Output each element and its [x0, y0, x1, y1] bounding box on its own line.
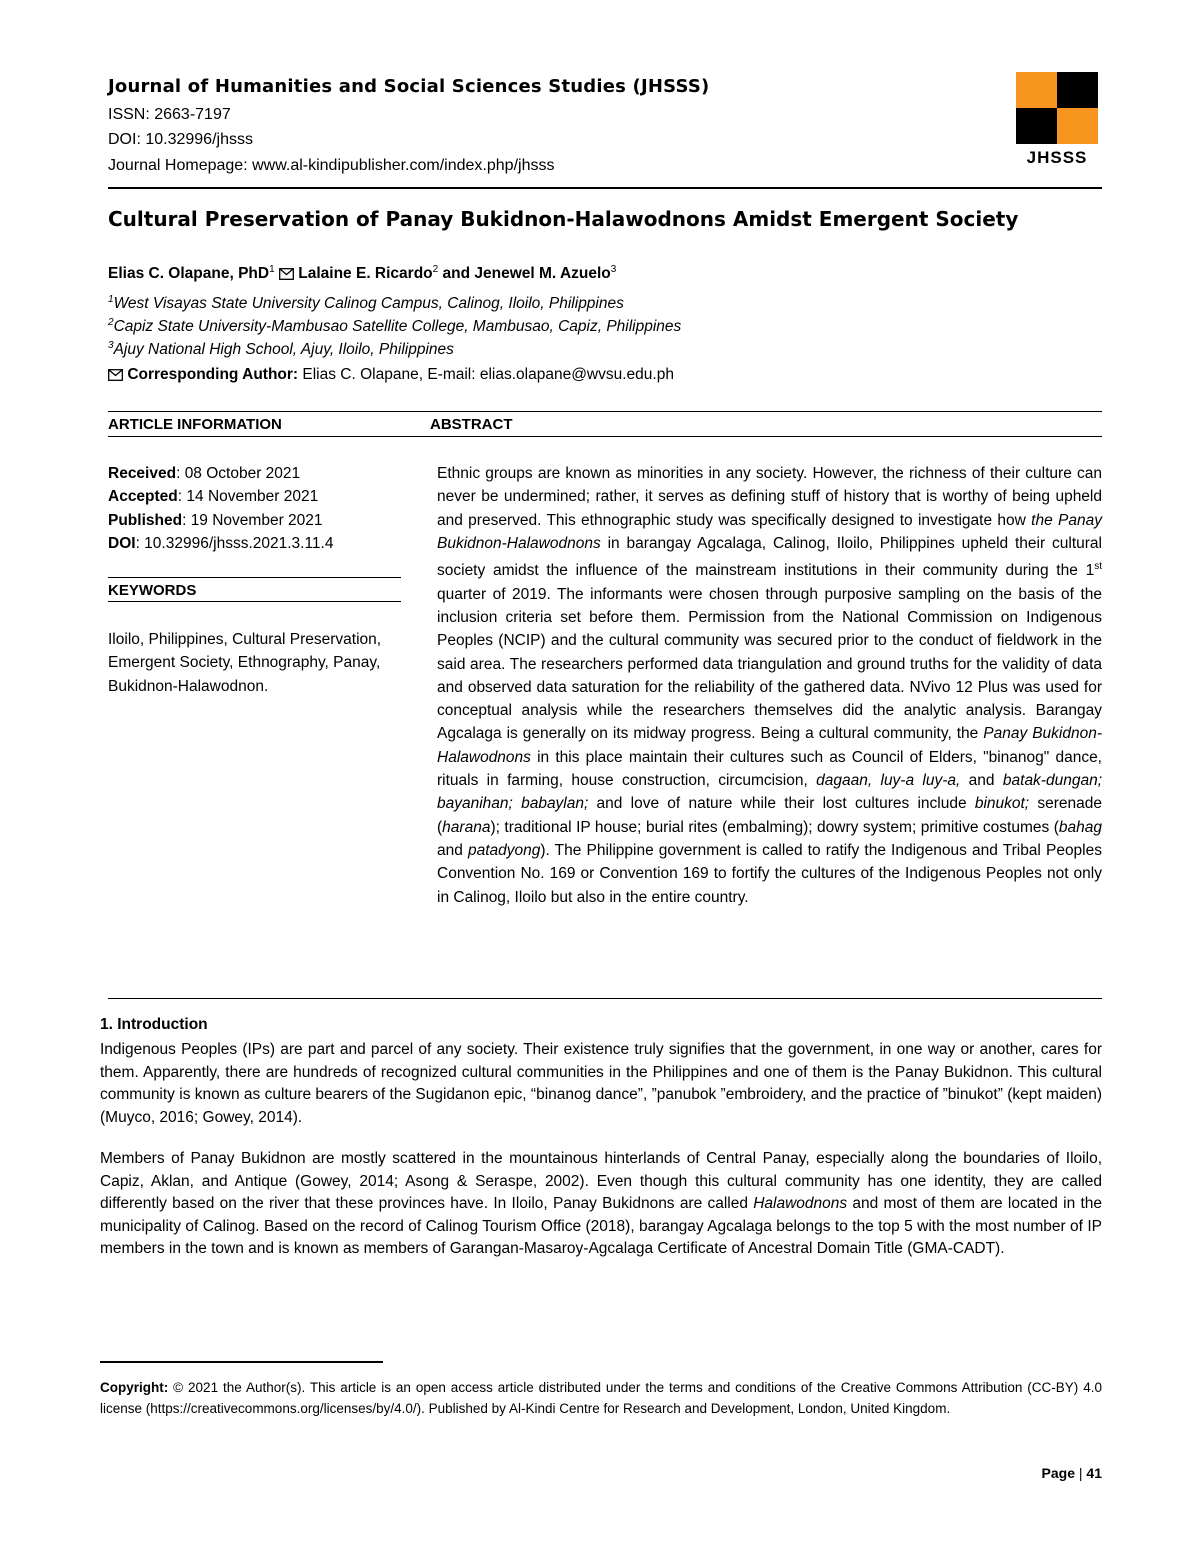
info-bottom-rule [108, 436, 1102, 437]
abstract-text: Ethnic groups are known as minorities in any society. However, the richness of their culture can never be undermined; rather, it serves as defining stuff of history that is worthy of being upheld and preserved. This ethnographic study was specifically designed to investigate how the Panay Bukidnon-Halawodnons in barangay Agcalaga, Calinog, Iloilo, Philippines upheld their cultural society amidst the influence of the mainstream institutions in their community during the 1st quarter of 2019. The informants were chosen through purposive sampling on the basis of the inclusion criteria set before them. Permission from the National Commission on Indigenous Peoples (NCIP) and the cultural community was secured prior to the conduct of fieldwork in the said area. The researchers performed data triangulation and ground truths for the validity of data and observed data saturation for the reliability of the gathered data. NVivo 12 Plus was used for conceptual analysis while the researchers themselves did the analytic analysis. Barangay Agcalaga is generally on its midway progress. Being a cultural community, the Panay Bukidnon-Halawodnons in this place maintain their cultures such as Council of Elders, "binanog" dance, rituals in farming, house construction, circumcision, dagaan, luy-a luy-a, and batak-dungan; bayanihan; babaylan; and love of nature while their lost cultures include binukot; serenade (harana); traditional IP house; burial rites (embalming); dowry system; primitive costumes (bahag and patadyong). The Philippine government is called to ratify the Indigenous and Tribal Peoples Convention No. 169 or Convention 169 to fortify the cultures of the Indigenous Peoples not only in Calinog, Iloilo but also in the entire country. [437, 465, 1102, 906]
footnote-rule [100, 1361, 383, 1363]
affiliation-3-text: Ajuy National High School, Ajuy, Iloilo, Philippines [113, 341, 454, 359]
received-label: Received [108, 465, 177, 482]
author-list [108, 264, 616, 283]
received-value: : 08 October 2021 [176, 465, 301, 482]
page-number: Page | 41 [1041, 1465, 1102, 1481]
author-2-sup: 2 [432, 264, 439, 275]
affiliation-1-sup: 1 [108, 294, 114, 305]
keywords-top-rule [108, 577, 401, 578]
affiliation-2-sup: 2 [108, 317, 114, 328]
introduction-heading: 1. Introduction [100, 1016, 208, 1033]
article-dates [108, 462, 400, 555]
copyright-notice [100, 1378, 1102, 1419]
journal-title: Journal of Humanities and Social Sciences Studies (JHSSS) [108, 76, 710, 97]
homepage-link[interactable]: www.al-kindipublisher.com/index.php/jhsss [252, 157, 555, 174]
affiliation-3 [108, 340, 454, 359]
author-3: and Jenewel M. Azuelo [442, 265, 611, 283]
mail-icon [108, 369, 123, 381]
intro-paragraph-1: Indigenous Peoples (IPs) are part and parcel of any society. Their existence truly signifies that the government, in one way or another, cares for them. Apparently, there are hundreds of recognized cultural communities in the Philippines and one of them is the Panay Bukidnon. This cultural community is known as culture bearers of the Sugidanon epic, “binanog dance”, ”panubok ”embroidery, and the practice of ”binukot” (kept maiden) (Muyco, 2016; Gowey, 2014). [100, 1041, 1102, 1126]
homepage-label: Journal Homepage: [108, 157, 248, 174]
journal-homepage [108, 154, 554, 177]
abstract-heading: ABSTRACT [430, 416, 513, 433]
corresponding-text: Elias C. Olapane, E-mail: elias.olapane@wvsu.edu.ph [302, 366, 674, 383]
affiliation-1 [108, 294, 624, 313]
info-top-rule [108, 411, 1102, 412]
keywords-list: Iloilo, Philippines, Cultural Preservation, Emergent Society, Ethnography, Panay, Bukidnon-Halawodnon. [108, 631, 382, 695]
mail-icon [279, 268, 294, 280]
author-2: Lalaine E. Ricardo [298, 265, 433, 283]
received-line [108, 462, 400, 485]
published-value: : 19 November 2021 [182, 511, 323, 529]
intro-paragraph-2: Members of Panay Bukidnon are mostly scattered in the mountainous hinterlands of Central Panay, especially along the boundaries of Iloilo, Capiz, Aklan, and Antique (Gowey, 2014; Asong & Seraspe, 2002). Even though this cultural community has one identity, they are called differently based on the river that these provinces have. In Iloilo, Panay Bukidnons are called Halawodnons and most of them are located in the municipality of Calinog. Based on the record of Calinog Tourism Office (2018), barangay Agcalaga belongs to the top 5 with the most number of IP members in the town and is known as members of Garangan-Masaroy-Agcalaga Certificate of Ancestral Domain Title (GMA-CADT). [100, 1150, 1102, 1257]
copyright-text: © 2021 the Author(s). This article is an open access article distributed under the terms and conditions of the Creative Commons Attribution (CC-BY) 4.0 license (https://creativecommons.org/licenses/by/4.0/). Published by Al-Kindi Centre for Research and Development, London, United Kingdom. [100, 1380, 1102, 1416]
author-3-sup: 3 [610, 264, 617, 275]
corresponding-label: Corresponding Author: [127, 366, 299, 383]
article-info-heading: ARTICLE INFORMATION [108, 416, 282, 433]
affiliation-2-text: Capiz State University-Mambusao Satellite College, Mambusao, Capiz, Philippines [113, 318, 682, 336]
corresponding-author [108, 366, 674, 384]
published-line [108, 509, 400, 532]
doi-label: DOI [108, 534, 136, 552]
accepted-label: Accepted [108, 488, 178, 506]
copyright-label: Copyright: [100, 1380, 169, 1395]
affiliation-2 [108, 317, 681, 336]
issn: ISSN: 2663-7197 [108, 106, 231, 123]
article-title: Cultural Preservation of Panay Bukidnon-Halawodnons Amidst Emergent Society [108, 207, 1019, 231]
logo-text: JHSSS [1026, 148, 1088, 167]
author-1-sup: 1 [269, 264, 275, 275]
jhsss-logo [1016, 72, 1098, 144]
keywords-heading: KEYWORDS [108, 582, 197, 599]
header-divider [108, 187, 1102, 189]
abstract-bottom-rule [108, 998, 1102, 999]
keywords-bottom-rule [108, 601, 401, 602]
accepted-value: : 14 November 2021 [177, 488, 319, 506]
journal-doi: DOI: 10.32996/jhsss [108, 131, 253, 148]
affiliation-1-text: West Visayas State University Calinog Campus, Calinog, Iloilo, Philippines [113, 295, 624, 313]
doi-value: : 10.32996/jhsss.2021.3.11.4 [135, 534, 334, 552]
published-label: Published [108, 511, 183, 529]
accepted-line [108, 485, 400, 508]
doi-line [108, 532, 400, 555]
author-1: Elias C. Olapane, PhD [108, 265, 270, 283]
affiliation-3-sup: 3 [108, 340, 114, 351]
